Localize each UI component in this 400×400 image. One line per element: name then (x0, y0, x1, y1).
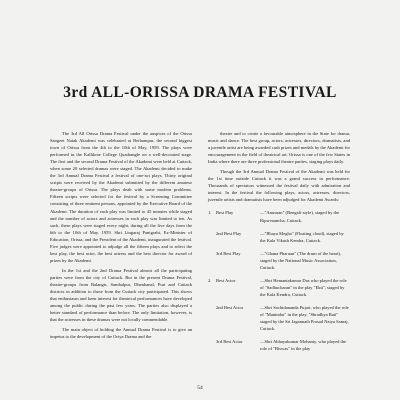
award-category: 2nd Best Actor (216, 304, 244, 310)
awards-list (208, 209, 350, 352)
award-entry (208, 209, 350, 223)
award-number (208, 230, 216, 244)
award-description: —"Bhaya Megha" (Floating cloud), staged by the Kala Vikash Kendra, Cuttack. (260, 230, 344, 243)
left-column (50, 130, 192, 340)
award-category: Best Play (216, 210, 234, 216)
left-paragraph: The 3rd All Orissa Drama Festival under the auspices of the Orissa Sangeet Natak Akademi was celebrated at Berhampur, the second biggest town of Orissa from the 4th to the 10th of May, 1959. The plays were performed in the Kallikote College Quadrangle on a well-decorated stage. The first and the second Drama Festival of the Akademi were held at Cuttack, when some 20 selected dramas were staged. The Akademi decided to make the 3rd Annual Drama Festival a festival of one-act plays. Thirty original scripts were received by the Akademi submitted by the different amateur theatre-groups of Orissa. The plays dealt with some modern problems. Fifteen scripts were selected for the festival by a Screening Committee consisting of three eminent persons, appointed by the Executive Board of the Akademi. The duration of each play was limited to 45 minutes while staged and the number of actors and actresses in each play was limited to ten. As such, these plays were staged every night, during all the five days from the 6th to the 10th of May, 1959. Shri Lingaraj Panigrahi, Ex-Minister of Education, Orissa, and the President of the Akademi, inaugurated the festival. Five judges were appointed to adjudge all the fifteen plays and to select the best play, the best actor, the best actress and the best director for award of prizes by the Akademi. (50, 131, 192, 263)
award-entry (208, 304, 350, 332)
award-entry (208, 230, 350, 244)
award-number (208, 338, 216, 352)
award-number (208, 250, 216, 271)
right-paragraph: theatre and to create a favourable atmosphere in the State for drama, music and dance. The best group, actors, actresses, directors, dramatists, and a juvenile artist are being awarded cash prizes and medals by the Akademi for encouragement in the field of theatrical art. Orissa is one of the few States in India where there are three professional theatre parties, staging plays daily. (208, 131, 350, 165)
left-paragraph: The main object of holding the Annual Drama Festival is to give an impetus to the development of the Oriya Drama and the (50, 327, 192, 340)
award-entry (208, 277, 350, 298)
award-entry (208, 338, 350, 352)
page-title: 3rd ALL-ORISSA DRAMA FESTIVAL (63, 84, 337, 101)
award-description: —Shri Hemantakumar Das who played the role of "Sadhucharan" in the play "Ekti", staged by the Kala Kendra, Cuttack. (260, 277, 347, 297)
award-number: 2. (208, 277, 212, 283)
award-category: 3rd Best Play (216, 250, 241, 256)
award-category: 2nd Best Play (216, 230, 242, 236)
award-description: —Shri Abhayakumar Mohanty, who played the role of "Biswas" in the play (260, 339, 347, 352)
right-paragraph: Though the 3rd Annual Drama Festival of the Akademi was held for the 1st time outside Cuttack it was a grand success in performance. Thousands of spectators witnessed the festival daily with admiration and interest. In the festival the following plays, actors, actresses, directors, juvenile artists and dramatists have been adjudged for Akademi Awards: (208, 169, 350, 203)
award-entry (208, 250, 350, 271)
page-number: 54 (197, 385, 203, 391)
award-category: 3rd Best Actor (216, 339, 243, 345)
left-paragraph: In the 1st and the 2nd Drama Festival almost all the participating parties were from the city of Cuttack. But in the present Drama Festival, theatre-groups from Balangir, Sambalpur, Dhenkanal, Puri and Cuttack districts in addition to those from the Cuttack city participated. This shows that enthusiasm and keen interest for theatrical performances have developed among the public during the past few years. The parties also displayed a better standard of performance than before. The only limitation, however, is that the actresses in these dramas were not locally commendable. (50, 267, 192, 323)
award-category: Best Actor (216, 277, 236, 283)
award-description: —Shri Sachidananda Pujari, who played the role of "Manindar" in the play, "Shradhya Bati" staged by the Sri Jagannath Prasad Natya Samaj, Cuttack. (260, 304, 349, 332)
award-number: 1. (208, 210, 212, 216)
award-description: —"Ghana Pharuan" (The drum of the heart), staged by the National Music Association, Cuttack. (260, 250, 342, 270)
right-column (208, 130, 350, 352)
award-description: —"Anusuan" (Bengali-style), staged by the Ripu-mancha, Cuttack. (260, 210, 340, 223)
award-number (208, 304, 216, 332)
